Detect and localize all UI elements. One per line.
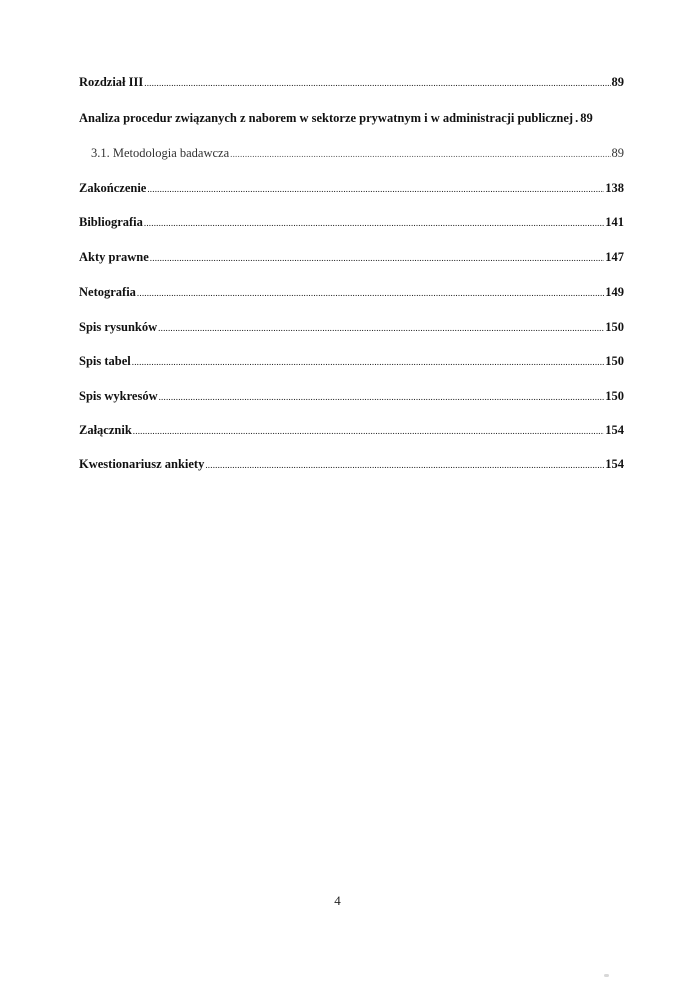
toc-dot-leader [159,388,605,405]
toc-entry-page: 150 [605,354,624,368]
toc-entry-page: 138 [605,181,624,195]
toc-entry-page: 150 [605,320,624,334]
toc-entry-page: 147 [605,250,624,264]
toc-dot-leader [133,422,604,439]
toc-entry-page: 149 [605,285,624,299]
toc-dot-leader [137,284,604,301]
toc-entry-page: 154 [605,457,624,471]
toc-entry-page: 89 [580,111,593,125]
toc-entry-page: 154 [605,423,624,437]
toc-entry-title: Załącznik [79,423,132,437]
toc-dot-leader [144,214,604,231]
toc-entry-page: 89 [611,75,624,89]
page-number: 4 [334,893,341,908]
scan-speck [604,974,609,977]
toc-entry-analiza-procedur [79,110,624,126]
toc-entry-title: Netografia [79,285,136,299]
toc-dot-leader [132,353,604,370]
toc-entry-title: Spis tabel [79,354,131,368]
toc-entry-title: Spis rysunków [79,320,158,334]
toc-entry-metodologia [91,145,624,162]
toc-entry-title: Spis wykresów [79,389,158,403]
toc-entry-akty-prawne [79,249,624,266]
toc-entry-bibliografia [79,214,624,231]
toc-entry-netografia [79,284,624,301]
toc-entry-title: Akty prawne [79,250,149,264]
toc-dot-leader: . [575,111,579,125]
toc-entry-spis-wykresow [79,388,624,405]
toc-dot-leader [158,319,604,336]
toc-dot-leader [150,249,604,266]
toc-entry-page: 150 [605,389,624,403]
toc-entry-zalacznik [79,422,624,439]
toc-entry-spis-rysunkow [79,319,624,336]
toc-entry-page: 89 [611,146,624,160]
toc-entry-title: 3.1. Metodologia badawcza [91,146,230,160]
toc-dot-leader [205,456,604,473]
toc-dot-leader [144,74,610,91]
toc-entry-spis-tabel [79,353,624,370]
toc-entry-kwestionariusz [79,456,624,473]
toc-entry-page: 141 [605,215,624,229]
toc-dot-leader [230,145,610,162]
toc-entry-title: Bibliografia [79,215,143,229]
toc-dot-leader [147,180,604,197]
toc-entry-title: Zakończenie [79,181,147,195]
toc-entry-title: Kwestionariusz ankiety [79,457,205,471]
toc-entry-title: Rozdział III [79,75,144,89]
toc-entry-zakonczenie [79,180,624,197]
toc-entry-title: Analiza procedur związanych z naborem w sektorze prywatnym i w administracji publicznej [79,111,574,125]
toc-entry-rozdzial-iii [79,74,624,91]
